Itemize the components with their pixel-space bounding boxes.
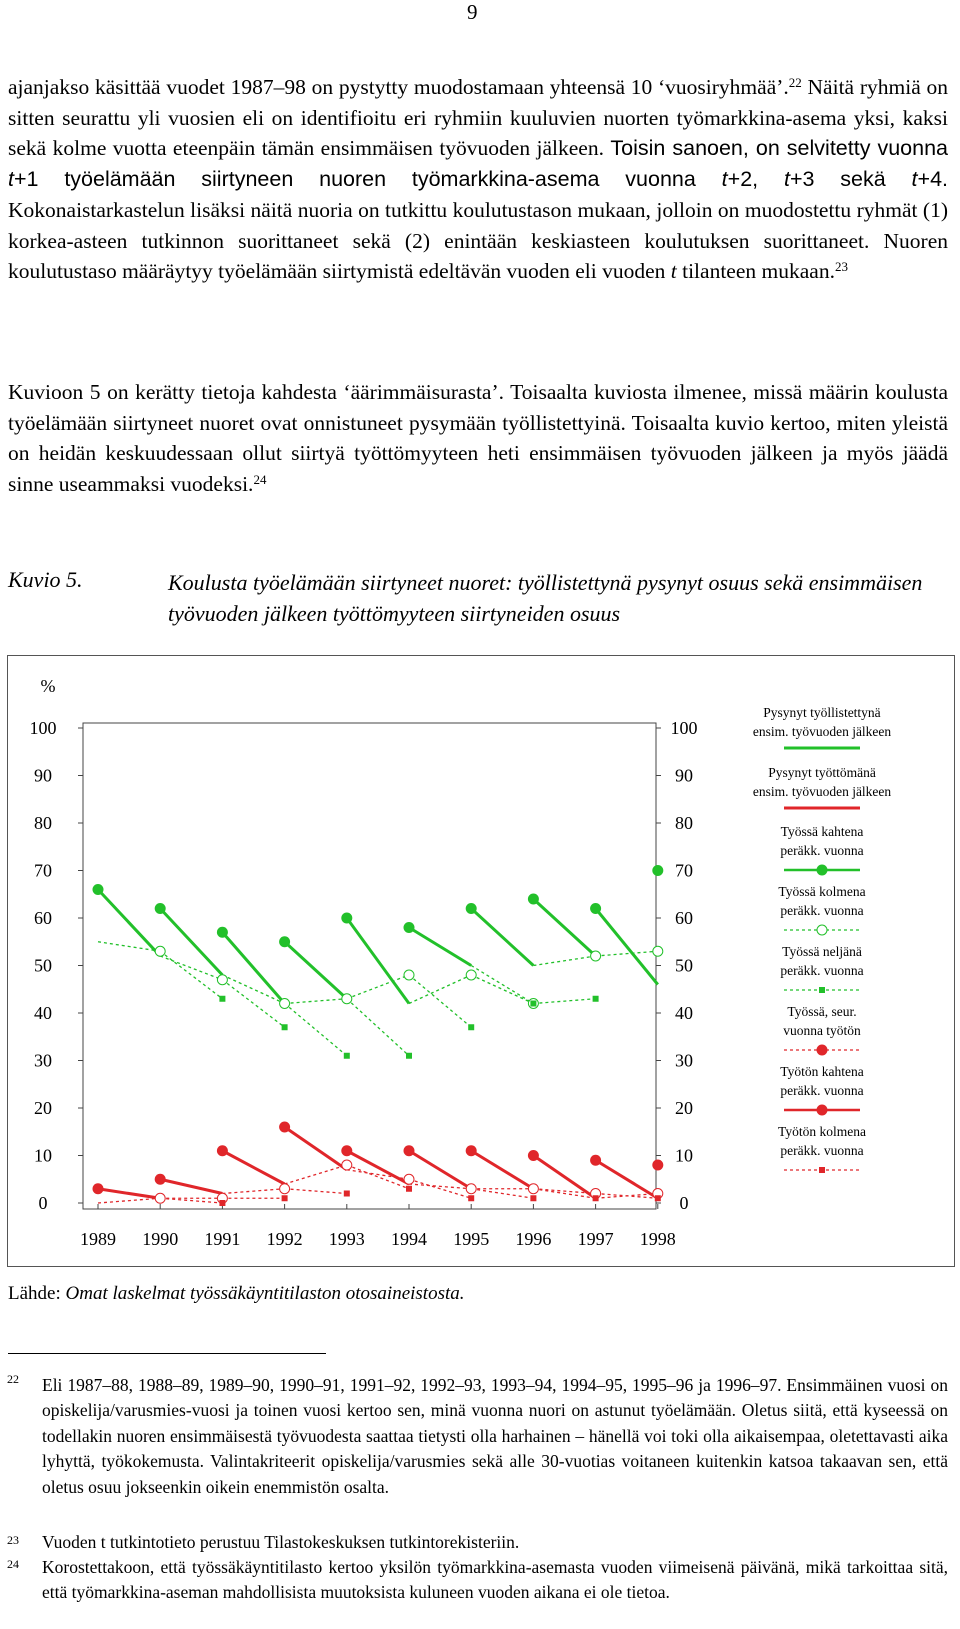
x-tick-label: 1994 xyxy=(391,1229,427,1249)
legend-swatch-marker xyxy=(819,1167,825,1173)
employed-point xyxy=(404,922,415,933)
employed-point xyxy=(217,927,228,938)
employed-square-point xyxy=(468,1024,474,1030)
var-t: t xyxy=(670,259,677,284)
legend-swatch-marker xyxy=(817,1045,828,1056)
legend-item-label: Työssä kahtena xyxy=(780,824,864,839)
unemployed-square-point xyxy=(468,1195,474,1201)
footnote-divider xyxy=(8,1353,326,1354)
legend-item-label: peräkk. vuonna xyxy=(780,963,864,978)
unemployed-solid-segment xyxy=(160,1179,222,1193)
p1-text-b: Toisin sanoen, on selvitetty vuonna xyxy=(610,136,948,161)
y-axis-unit: % xyxy=(40,676,56,696)
var-t: t xyxy=(911,167,918,192)
unemployed-point xyxy=(155,1174,166,1185)
body-paragraph-1 xyxy=(8,72,948,287)
employed-point xyxy=(590,903,601,914)
y-tick-label-right: 10 xyxy=(675,1145,693,1166)
legend-item-label: peräkk. vuonna xyxy=(780,1143,864,1158)
y-tick-label-right: 20 xyxy=(675,1098,693,1118)
legend-swatch-marker xyxy=(817,865,828,876)
p1-text-b2: +2, xyxy=(727,167,759,192)
figure-5-chart xyxy=(7,655,955,1267)
unemployed-point xyxy=(341,1145,352,1156)
employed-solid-segment xyxy=(471,909,533,966)
legend-item-label: peräkk. vuonna xyxy=(780,903,864,918)
unemployed-point xyxy=(93,1183,104,1194)
source-note xyxy=(8,1283,465,1305)
figure-title: Koulusta työelämään siirtyneet nuoret: työllistettynä pysynyt osuus sekä ensimmäisen työvuoden jälkeen työttömyyteen siirtyneiden osuus xyxy=(168,570,923,626)
y-tick-label-left: 80 xyxy=(34,813,52,833)
employed-point xyxy=(93,884,104,895)
legend-item-label: peräkk. vuonna xyxy=(780,843,864,858)
body-paragraph-2 xyxy=(8,377,948,500)
employed-point xyxy=(341,913,352,924)
footnote-24: Korostettakoon, että työssäkäyntitilasto kertoo yksilön työmarkkina-asemasta vuoden viimeisenä päivänä, mikä tarkoittaa sitä, että työmarkkina-aseman mahdollisista muutoksista kuluneen vuoden aikana ei ole tietoa. xyxy=(42,1557,948,1603)
unemployed-square-point xyxy=(530,1195,536,1201)
employed-square-point xyxy=(282,1024,288,1030)
chart-svg xyxy=(8,656,954,1266)
unemployed-square-point xyxy=(593,1195,599,1201)
unemployed-dotted-segment xyxy=(285,1165,347,1184)
employed-dotted-segment xyxy=(596,951,658,956)
y-tick-label-left: 100 xyxy=(29,718,57,738)
y-tick-label-right: 0 xyxy=(679,1193,689,1213)
y-tick-label-left: 0 xyxy=(38,1193,48,1213)
legend-item-label: peräkk. vuonna xyxy=(780,1083,864,1098)
employed-dotted-segment xyxy=(347,999,409,1056)
legend-item-label: Työssä kolmena xyxy=(778,884,866,899)
unemployed-solid-segment xyxy=(596,1160,658,1198)
x-tick-label: 1991 xyxy=(204,1229,241,1249)
footnote-22: Eli 1987–88, 1988–89, 1989–90, 1990–91, 1991–92, 1992–93, 1993–94, 1994–95, 1995–96 ja 1996–97. Ensimmäinen vuosi on opiskelija/varusmies-vuosi ja toinen vuosi kertoo sen, minä vuonna nuori on astunut työelämään. Oletus siitä, että kyseessä on todellakin nuoren ensimmäisestä työvuodesta saattaa tietysti olla harhainen – hänellä voi toki olla aikaisempaa, oletettavasti aika lyhyttä, työkokemusta. Valintakriteerit opiskelija/varusmies sekä alle 30-vuotias voitaneen kuitenkin katsoa takaavan sen, että oletus osuu jokseenkin oikein enemmistön osalta. xyxy=(42,1375,948,1497)
employed-dotted-segment xyxy=(285,999,347,1004)
unemployed-point xyxy=(466,1145,477,1156)
employed-point xyxy=(466,903,477,914)
employed-dotted-segment xyxy=(471,966,533,1004)
y-tick-label-left: 50 xyxy=(34,955,52,976)
unemployed-point xyxy=(404,1145,415,1156)
employed-dotted-segment xyxy=(409,975,471,1004)
employed-point xyxy=(155,903,166,914)
p1-text-c-end: tilanteen mukaan. xyxy=(682,259,835,284)
footnote-mark-24: 24 xyxy=(7,1557,19,1571)
unemployed-point xyxy=(590,1155,601,1166)
employed-solid-segment xyxy=(596,909,658,985)
var-t: t xyxy=(783,167,790,192)
footnote-ref-23[interactable]: 23 xyxy=(834,259,848,275)
unemployed-dotted-segment xyxy=(160,1198,222,1203)
footnote-ref-22[interactable]: 22 xyxy=(788,75,802,90)
var-t: t xyxy=(721,167,728,192)
y-tick-label-left: 70 xyxy=(34,860,52,881)
unemployed-square-point xyxy=(219,1200,225,1206)
figure-label: Kuvio 5. xyxy=(8,567,83,592)
x-tick-label: 1997 xyxy=(577,1229,614,1249)
legend-item-label: Työssä, seur. xyxy=(787,1004,857,1019)
employed-dotted-segment xyxy=(409,975,471,1027)
legend-swatch-marker xyxy=(817,1105,828,1116)
x-tick-label: 1993 xyxy=(328,1229,365,1249)
unemployed-point xyxy=(279,1122,290,1133)
unemployed-dotted-segment xyxy=(222,1189,284,1194)
employed-dotted-segment xyxy=(160,956,222,980)
y-tick-label-left: 30 xyxy=(34,1050,52,1071)
y-tick-label-right: 60 xyxy=(675,908,693,928)
y-tick-label-right: 30 xyxy=(675,1050,693,1071)
unemployed-point xyxy=(528,1150,539,1161)
legend-header-unemployed: Pysynyt työttömänä xyxy=(768,765,876,780)
source-text: Omat laskelmat työssäkäyntitilaston otosaineistosta. xyxy=(65,1283,465,1304)
source-label: Lähde: xyxy=(8,1283,61,1304)
unemployed-square-point xyxy=(282,1195,288,1201)
y-tick-label-right: 70 xyxy=(675,860,693,881)
unemployed-solid-segment xyxy=(285,1127,347,1170)
employed-solid-segment xyxy=(222,932,284,1003)
x-tick-label: 1989 xyxy=(80,1229,116,1249)
unemployed-point xyxy=(652,1160,663,1171)
footnote-ref-24[interactable]: 24 xyxy=(253,472,267,488)
unemployed-open-point xyxy=(466,1184,476,1194)
employed-square-point xyxy=(593,996,599,1002)
employed-dotted-segment xyxy=(347,975,409,999)
y-tick-label-left: 60 xyxy=(34,908,52,928)
legend-item-label: Työtön kahtena xyxy=(780,1064,864,1079)
employed-solid-segment xyxy=(347,918,409,1004)
employed-solid-segment xyxy=(285,942,347,999)
employed-open-point xyxy=(404,970,414,980)
employed-point xyxy=(652,865,663,876)
employed-square-point xyxy=(219,996,225,1002)
legend-item-label: Työssä neljänä xyxy=(782,944,862,959)
legend-item-label: Työtön kolmena xyxy=(778,1124,866,1139)
employed-open-point xyxy=(280,999,290,1009)
employed-open-point xyxy=(217,975,227,985)
employed-open-point xyxy=(342,994,352,1004)
y-tick-label-right: 50 xyxy=(675,955,693,976)
footnote-mark-23: 23 xyxy=(7,1533,19,1547)
employed-solid-segment xyxy=(533,899,595,956)
unemployed-square-point xyxy=(655,1195,661,1201)
employed-square-point xyxy=(406,1053,412,1059)
p1-text-c: Kokonaistarkastelun lisäksi näitä nuoria on tutkittu koulutustason mukaan, jolloin on muodostettu ryhmät (1) korkea-asteen tutkinnon suorittaneet sekä (2) enintään keskiasteen koulutuksen suorittaneet. Nuoren koulutustaso määräytyy työelämään siirtymistä edeltävän vuoden eli vuoden xyxy=(8,197,948,284)
unemployed-dotted-segment xyxy=(471,1189,533,1199)
legend-header-employed: Pysynyt työllistettynä xyxy=(763,705,881,720)
unemployed-dotted-segment xyxy=(285,1189,347,1194)
unemployed-solid-segment xyxy=(471,1151,533,1189)
employed-dotted-segment xyxy=(533,956,595,966)
unemployed-square-point xyxy=(406,1186,412,1192)
legend-header-unemployed: ensim. työvuoden jälkeen xyxy=(752,784,892,799)
legend-swatch-marker xyxy=(817,925,827,935)
unemployed-solid-segment xyxy=(409,1151,471,1189)
unemployed-square-point xyxy=(344,1191,350,1197)
unemployed-open-point xyxy=(155,1193,165,1203)
employed-dotted-segment xyxy=(160,951,222,999)
page-number: 9 xyxy=(467,0,478,24)
employed-square-point xyxy=(344,1053,350,1059)
x-tick-label: 1995 xyxy=(453,1229,490,1249)
unemployed-open-point xyxy=(528,1184,538,1194)
unemployed-point xyxy=(217,1145,228,1156)
p2-text: Kuvioon 5 on kerätty tietoja kahdesta ‘äärimmäisurasta’. Toisaalta kuviosta ilmenee, missä määrin koulusta työelämään siirtyneet nuoret ovat onnistuneet pysymään työllistettyinä. Toisaalta kuvio kertoo, miten yleistä on heidän keskuudessaan ollut siirtyä työttömyyteen heti ensimmäisen työvuoden jälkeen ja myös jäädä sinne useammaksi vuodeksi. xyxy=(8,380,948,497)
employed-dotted-segment xyxy=(471,975,533,1004)
unemployed-solid-segment xyxy=(347,1151,409,1184)
employed-open-point xyxy=(155,946,165,956)
unemployed-solid-segment xyxy=(98,1189,160,1199)
y-tick-label-right: 100 xyxy=(670,718,698,738)
employed-open-point xyxy=(466,970,476,980)
y-tick-label-right: 90 xyxy=(675,765,693,786)
unemployed-solid-segment xyxy=(222,1151,284,1184)
legend-item-label: vuonna työtön xyxy=(783,1023,861,1038)
x-tick-label: 1992 xyxy=(266,1229,303,1249)
unemployed-open-point xyxy=(404,1174,414,1184)
legend-swatch-marker xyxy=(819,987,825,993)
x-tick-label: 1998 xyxy=(639,1229,676,1249)
p1-text-b3: +3 sekä xyxy=(789,167,886,192)
employed-dotted-segment xyxy=(285,1004,347,1056)
y-tick-label-left: 90 xyxy=(34,765,52,786)
p1-text-b1: +1 työelämään siirtyneen nuoren työmarkkina-asema vuonna xyxy=(13,167,696,192)
x-tick-label: 1996 xyxy=(515,1229,552,1249)
x-tick-label: 1990 xyxy=(142,1229,179,1249)
y-tick-label-left: 40 xyxy=(34,1003,52,1023)
plot-area xyxy=(83,723,656,1209)
y-tick-label-right: 40 xyxy=(675,1003,693,1023)
employed-solid-segment xyxy=(409,928,471,966)
y-tick-label-left: 20 xyxy=(34,1098,52,1118)
employed-dotted-segment xyxy=(222,975,284,1004)
legend-header-employed: ensim. työvuoden jälkeen xyxy=(752,724,892,739)
employed-open-point xyxy=(653,946,663,956)
employed-square-point xyxy=(530,1001,536,1007)
footnote-mark-22: 22 xyxy=(7,1372,19,1386)
p1-intro: ajanjakso käsittää vuodet 1987–98 on pystytty muodostamaan yhteensä 10 ‘vuosiryhmää’. xyxy=(8,75,789,99)
unemployed-open-point xyxy=(280,1184,290,1194)
employed-dotted-segment xyxy=(533,999,595,1004)
unemployed-open-point xyxy=(342,1160,352,1170)
unemployed-solid-segment xyxy=(533,1156,595,1199)
p1-text-a: Näitä ryhmiä on sitten seurattu yli vuosien eli on identifioitu eri ryhmiin kuuluvien nuorten työmarkkina-asema yksi, kaksi sekä kolme vuotta eteenpäin tämän ensimmäisen työvuoden jälkeen. xyxy=(8,75,948,161)
employed-solid-segment xyxy=(160,909,222,976)
y-tick-label-right: 80 xyxy=(675,813,693,833)
employed-dotted-segment xyxy=(222,980,284,1028)
var-t: t xyxy=(8,167,14,192)
p1-text-b4: +4. xyxy=(917,167,949,192)
employed-point xyxy=(279,936,290,947)
employed-point xyxy=(528,894,539,905)
footnote-23: Vuoden t tutkintotieto perustuu Tilastokeskuksen tutkintorekisteriin. xyxy=(42,1532,520,1552)
employed-open-point xyxy=(591,951,601,961)
unemployed-dotted-segment xyxy=(98,1198,160,1203)
y-tick-label-left: 10 xyxy=(34,1145,52,1166)
